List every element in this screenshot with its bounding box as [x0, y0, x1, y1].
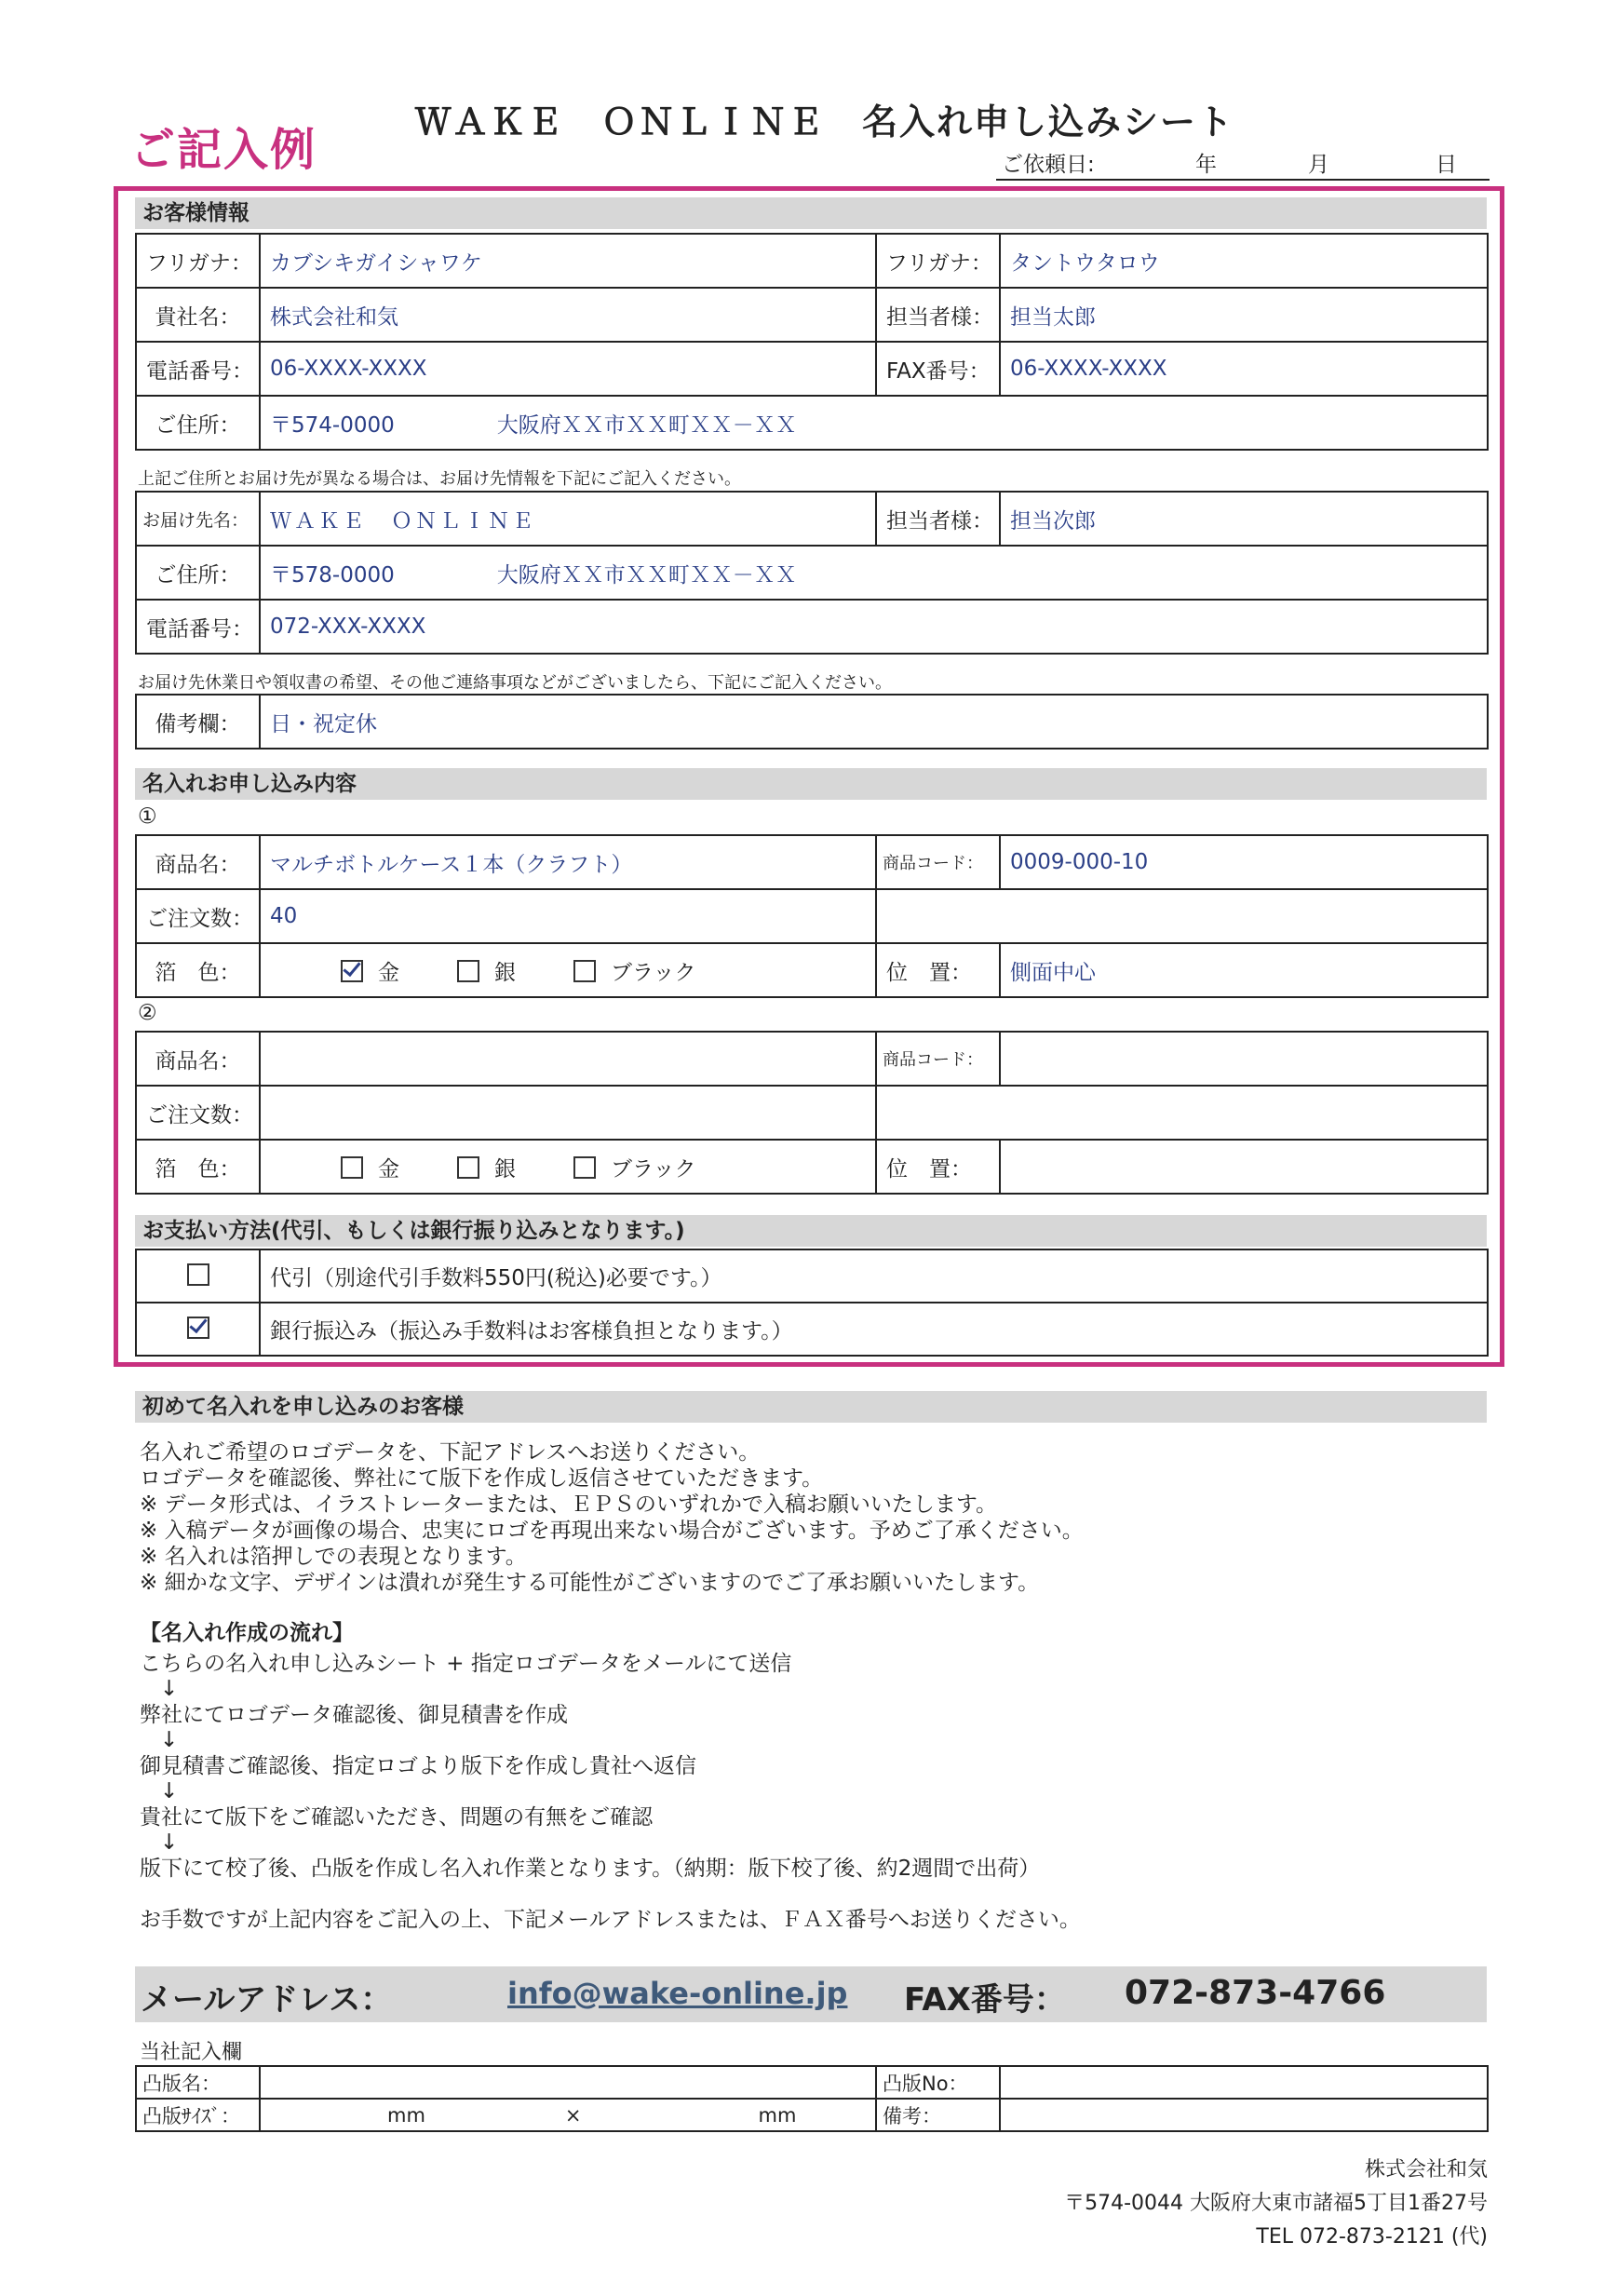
furigana-field[interactable]: カブシキガイシャワケ	[260, 234, 876, 288]
bank-checkbox[interactable]	[187, 1317, 209, 1339]
mail-label: メールアドレス：	[141, 1981, 393, 2019]
item2-qty-field[interactable]	[260, 1086, 876, 1140]
cod-label: 代引（別途代引手数料550円(税込)必要です。）	[260, 1249, 1488, 1303]
item2-black-checkbox[interactable]	[573, 1156, 596, 1179]
mm-unit: mm	[387, 2103, 425, 2127]
flow-step: 弊社にてロゴデータ確認後、御見積書を作成	[140, 1703, 568, 1727]
item1-pos-label: 位 置：	[876, 943, 1000, 997]
company-info	[1064, 2154, 1488, 2254]
bank-option[interactable]	[136, 1303, 260, 1356]
furigana2-label: フリガナ：	[876, 234, 1000, 288]
item2-code-label: 商品コード：	[876, 1032, 1000, 1086]
arrow-down-icon: ↓	[160, 1728, 179, 1752]
item2-qty-label: ご注文数：	[136, 1086, 260, 1140]
flow-step: 御見積書ご確認後、指定ロゴより版下を作成し貴社へ返信	[140, 1754, 696, 1778]
section-first-time: 初めて名入れを申し込みのお客様	[135, 1391, 1487, 1423]
person-label: 担当者様：	[876, 288, 1000, 342]
instruction-line: ※ 入稿データが画像の場合、忠実にロゴを再現出来ない場合がございます。予めご了承ください。	[140, 1519, 1084, 1543]
flow-step: 貴社にて版下をご確認いただき、問題の有無をご確認	[140, 1805, 654, 1830]
item1-silver-label: 銀	[494, 960, 516, 985]
address-value: 大阪府ＸＸ市ＸＸ町ＸＸ－ＸＸ	[496, 412, 797, 438]
item1-product-label: 商品名：	[136, 835, 260, 889]
item1-black-checkbox[interactable]	[573, 960, 596, 982]
item2-code-field[interactable]	[1000, 1032, 1488, 1086]
arrow-down-icon: ↓	[160, 1830, 179, 1855]
item2-table	[135, 1031, 1489, 1195]
page-title: ＷＡＫＥ ＯＮＬＩＮＥ 名入れ申し込みシート	[415, 101, 1235, 142]
plate-name-field[interactable]	[260, 2066, 876, 2099]
date-month: 月	[1308, 153, 1329, 177]
item1-silver-checkbox[interactable]	[457, 960, 479, 982]
company-name: 株式会社和気	[1364, 2158, 1488, 2181]
fax-label: FAX番号：	[876, 342, 1000, 396]
item1-code-field[interactable]: 0009-000-10	[1000, 835, 1488, 889]
flow-step: こちらの名入れ申し込みシート + 指定ロゴデータをメールにて送信	[140, 1652, 792, 1676]
item2-marker: ②	[138, 1001, 157, 1025]
cod-option[interactable]	[136, 1249, 260, 1303]
item1-gold-label: 金	[378, 960, 399, 985]
payment-table	[135, 1249, 1489, 1357]
mm-unit: mm	[758, 2103, 797, 2127]
arrow-down-icon: ↓	[160, 1677, 179, 1701]
plate-size-label: 凸版ｻｲｽﾞ：	[136, 2099, 260, 2131]
delivery-note: 上記ご住所とお届け先が異なる場合は、お届け先情報を下記にご記入ください。	[138, 469, 741, 489]
flow-step: 版下にて校了後、凸版を作成し名入れ作業となります。（納期：版下校了後、約2週間で出荷）	[140, 1857, 1041, 1881]
section-order: 名入れお申し込み内容	[135, 768, 1487, 800]
office-title: 当社記入欄	[140, 2041, 243, 2064]
item1-marker: ①	[138, 804, 157, 829]
delivery-phone-field[interactable]: 072-XXX-XXXX	[260, 600, 1488, 654]
instruction-line: ※ 細かな文字、デザインは潰れが発生する可能性がございますのでご了承お願いいたします。	[140, 1571, 1040, 1595]
address-field[interactable]	[260, 396, 1488, 450]
item2-black-label: ブラック	[611, 1156, 696, 1182]
bank-label: 銀行振込み（振込み手数料はお客様負担となります。）	[260, 1303, 1488, 1356]
instruction-line: ロゴデータを確認後、弊社にて版下を作成し返信させていただきます。	[140, 1466, 824, 1491]
flow-list	[140, 1651, 1040, 1882]
remarks-table	[135, 694, 1489, 750]
item2-pos-field[interactable]	[1000, 1140, 1488, 1194]
delivery-name-label: お届け先名：	[136, 492, 260, 546]
zip-value: 〒574-0000	[270, 412, 395, 438]
phone-label: 電話番号：	[136, 342, 260, 396]
plate-name-label: 凸版名：	[136, 2066, 260, 2099]
phone-field[interactable]: 06-XXXX-XXXX	[260, 342, 876, 396]
item1-product-field[interactable]: マルチボトルケース１本（クラフト）	[260, 835, 876, 889]
company-address: 〒574-0044 大阪府大東市諸福5丁目1番27号	[1064, 2192, 1488, 2215]
item1-pos-field[interactable]: 側面中心	[1000, 943, 1488, 997]
instruction-line: ※ 名入れは箔押しでの表現となります。	[140, 1545, 527, 1569]
remarks-note: お届け先休業日や領収書の希望、その他ご連絡事項などがございましたら、下記にご記入ください。	[138, 673, 892, 693]
remarks-label: 備考欄：	[136, 695, 260, 749]
delivery-person-field[interactable]: 担当次郎	[1000, 492, 1488, 546]
date-day: 日	[1436, 153, 1457, 177]
fax-contact-value: 072-873-4766	[1125, 1974, 1386, 2012]
plate-no-field[interactable]	[1000, 2066, 1488, 2099]
person-field[interactable]: 担当太郎	[1000, 288, 1488, 342]
delivery-address-value: 大阪府ＸＸ市ＸＸ町ＸＸ－ＸＸ	[496, 562, 797, 588]
delivery-table	[135, 491, 1489, 655]
date-label: ご依頼日:	[1002, 153, 1095, 177]
office-remarks-label: 備考：	[876, 2099, 1000, 2131]
delivery-address-label: ご住所：	[136, 546, 260, 600]
item2-foil-label: 箔 色：	[136, 1140, 260, 1194]
item2-gold-label: 金	[378, 1156, 399, 1182]
company-tel: TEL 072-873-2121 (代)	[1256, 2225, 1488, 2249]
item2-silver-checkbox[interactable]	[457, 1156, 479, 1179]
item1-black-label: ブラック	[611, 960, 696, 985]
closing-text: お手数ですが上記内容をご記入の上、下記メールアドレスまたは、ＦＡＸ番号へお送りください。	[140, 1908, 1081, 1932]
item2-pos-label: 位 置：	[876, 1140, 1000, 1194]
address-label: ご住所：	[136, 396, 260, 450]
delivery-phone-label: 電話番号：	[136, 600, 260, 654]
office-table	[135, 2065, 1489, 2132]
times-sign: ×	[564, 2103, 582, 2127]
delivery-person-label: 担当者様：	[876, 492, 1000, 546]
customer-table	[135, 233, 1489, 451]
cod-checkbox[interactable]	[187, 1263, 209, 1286]
arrow-down-icon: ↓	[160, 1779, 179, 1803]
company-field[interactable]: 株式会社和気	[260, 288, 876, 342]
item1-table	[135, 834, 1489, 998]
instruction-line: 名入れご希望のロゴデータを、下記アドレスへお送りください。	[140, 1440, 761, 1465]
office-remarks-field[interactable]	[1000, 2099, 1488, 2131]
fax-contact-label: FAX番号：	[904, 1981, 1066, 2019]
fax-field[interactable]: 06-XXXX-XXXX	[1000, 342, 1488, 396]
section-customer: お客様情報	[135, 197, 1487, 229]
instruction-list	[140, 1439, 1084, 1596]
request-date	[996, 145, 1490, 181]
section-payment: お支払い方法(代引、もしくは銀行振り込みとなります。)	[135, 1215, 1487, 1247]
delivery-name-field[interactable]: ＷＡＫＥ ＯＮＬＩＮＥ	[260, 492, 876, 546]
item1-empty-cell	[876, 889, 1488, 943]
item1-qty-field[interactable]: 40	[260, 889, 876, 943]
item1-code-label: 商品コード：	[876, 835, 1000, 889]
instruction-line: ※ データ形式は、イラストレーターまたは、ＥＰＳのいずれかで入稿お願いいたします。	[140, 1492, 998, 1517]
remarks-field[interactable]: 日・祝定休	[260, 695, 1488, 749]
company-label: 貴社名：	[136, 288, 260, 342]
item2-empty-cell	[876, 1086, 1488, 1140]
item2-silver-label: 銀	[494, 1156, 516, 1182]
example-label: ご記入例	[130, 124, 317, 176]
item2-foil-options	[260, 1140, 876, 1194]
item1-foil-options	[260, 943, 876, 997]
delivery-zip-value: 〒578-0000	[270, 562, 395, 588]
item2-product-label: 商品名：	[136, 1032, 260, 1086]
item1-gold-checkbox[interactable]	[341, 960, 363, 982]
furigana-label: フリガナ：	[136, 234, 260, 288]
furigana2-field[interactable]: タントウタロウ	[1000, 234, 1488, 288]
date-year: 年	[1195, 153, 1217, 177]
flow-title: 【名入れ作成の流れ】	[140, 1621, 354, 1645]
delivery-address-field[interactable]	[260, 546, 1488, 600]
mail-link[interactable]: info@wake-online.jp	[507, 1976, 848, 2011]
contact-bar	[135, 1966, 1487, 2022]
item2-product-field[interactable]	[260, 1032, 876, 1086]
item2-gold-checkbox[interactable]	[341, 1156, 363, 1179]
plate-no-label: 凸版No：	[876, 2066, 1000, 2099]
item1-qty-label: ご注文数：	[136, 889, 260, 943]
item1-foil-label: 箔 色：	[136, 943, 260, 997]
plate-size-field[interactable]	[260, 2099, 876, 2131]
